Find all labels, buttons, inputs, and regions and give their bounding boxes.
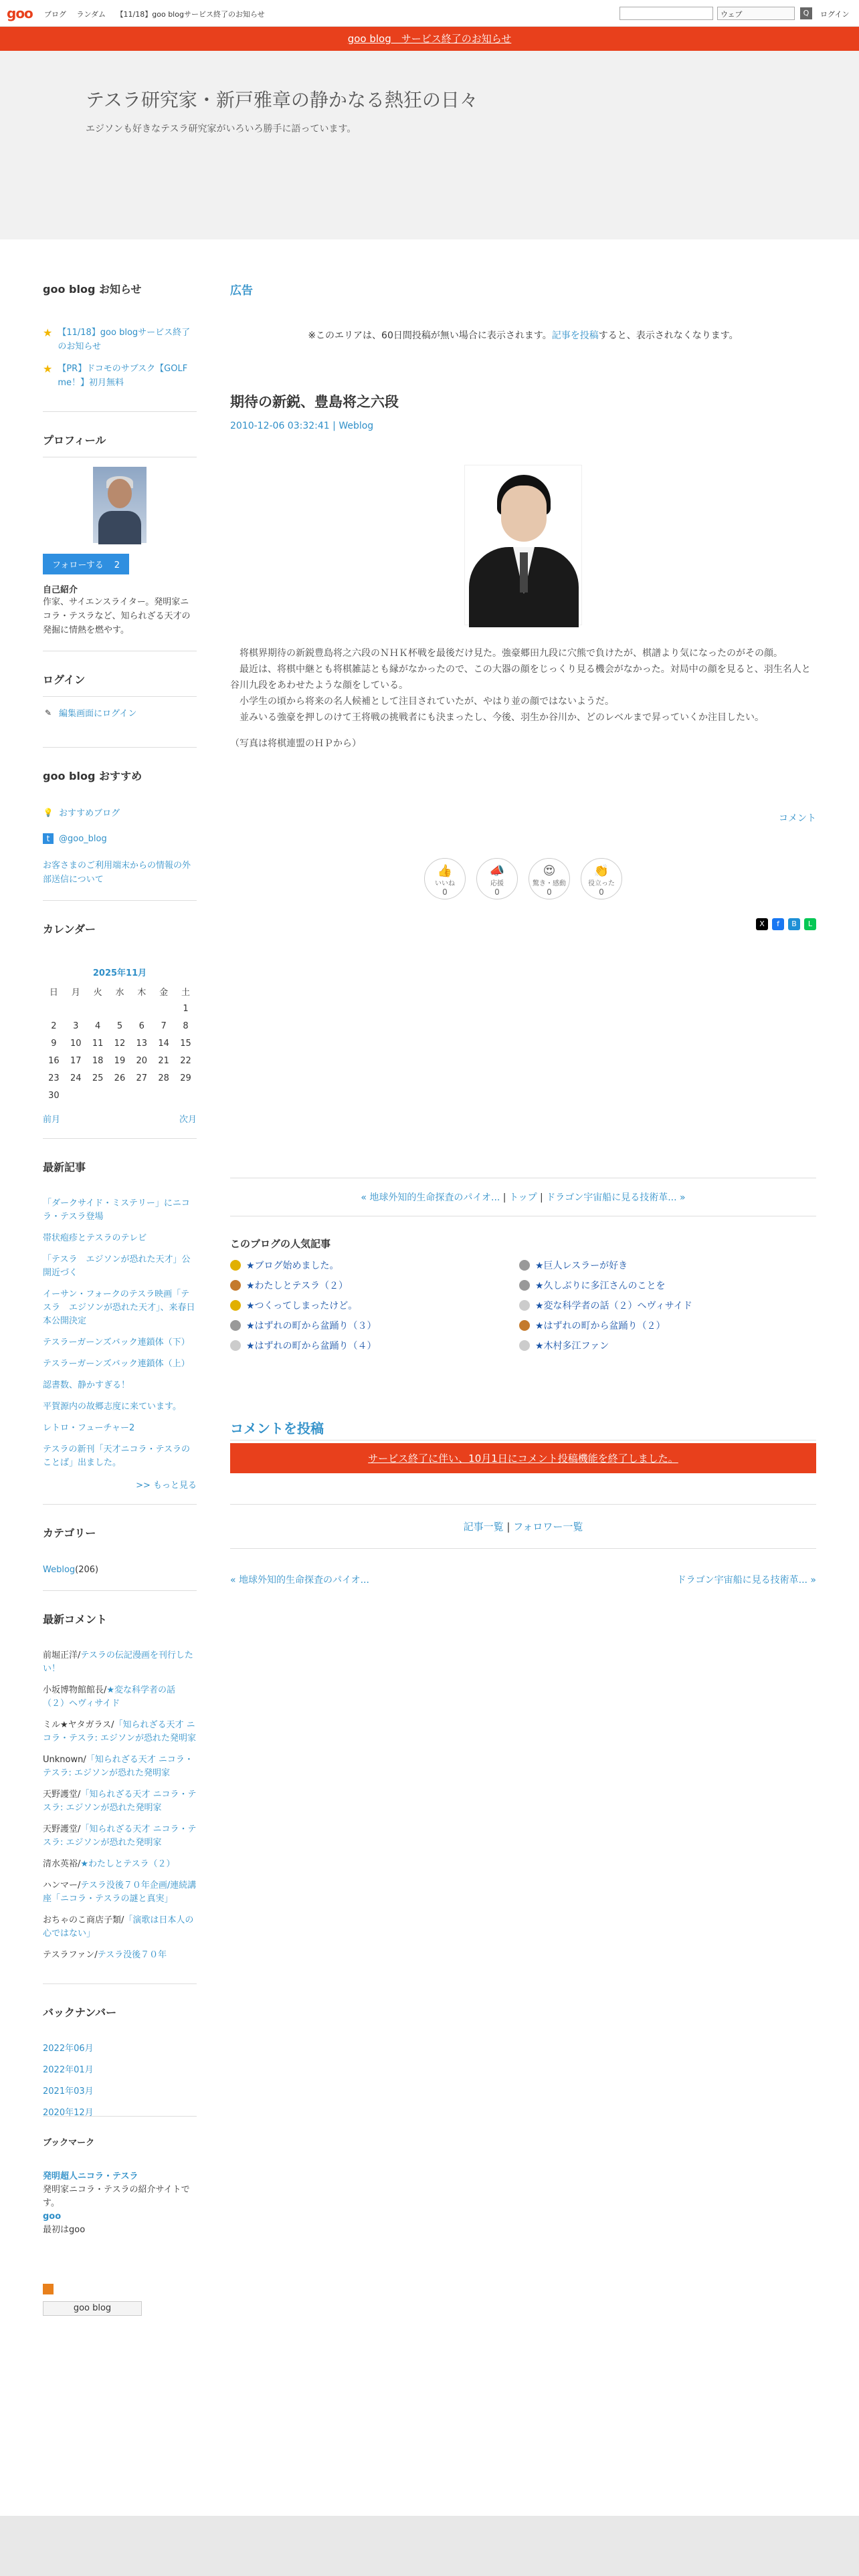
popular-item[interactable] (519, 1319, 808, 1332)
goo-blog-badge[interactable]: goo blog (43, 2301, 142, 2316)
recent-post-link[interactable]: レトロ・フューチャー2 (43, 1423, 135, 1433)
reaction-emoji-icon: 👏 (593, 864, 609, 878)
popular-item[interactable] (519, 1259, 808, 1272)
reaction-button[interactable] (581, 858, 622, 899)
follower-list-link[interactable]: フォロワー一覧 (513, 1521, 583, 1533)
more-link[interactable]: >> もっと見る (136, 1481, 197, 1491)
recommend-heading: goo blog おすすめ (43, 770, 142, 782)
backnumber-heading: バックナンバー (43, 2006, 117, 2019)
star-icon: ★ (43, 362, 53, 375)
calendar-day: 16 (48, 1055, 60, 1066)
calendar-day (109, 1000, 131, 1017)
rank-badge-icon (230, 1320, 241, 1331)
recent-post-link[interactable]: 帯状疱疹とテスラのテレビ (43, 1233, 147, 1243)
post-category-link[interactable]: Weblog (339, 421, 374, 431)
recent-post-item (43, 1336, 197, 1350)
backnumber-link[interactable]: 2022年06月 (43, 2044, 94, 2054)
bookmark-heading: ブックマーク (43, 2138, 95, 2148)
reaction-button[interactable] (529, 858, 570, 899)
info-row (43, 859, 197, 887)
reaction-label: 驚き・感動 (533, 880, 566, 887)
main-content (230, 281, 816, 1586)
comment-target-link[interactable]: ★わたしとテスラ（２） (80, 1859, 175, 1869)
calendar-day: 5 (116, 1021, 123, 1031)
comment-author: 清水英裕 (43, 1859, 78, 1869)
intro-heading: 自己紹介 (43, 585, 78, 595)
calendar-day: 13 (136, 1038, 148, 1049)
comment-author: 天野護堂 (43, 1824, 78, 1834)
rss-icon[interactable] (43, 2284, 54, 2294)
comment-item: 天野護堂/「知られざる天才 ニコラ・テスラ: エジソンが恐れた発明家 (43, 1790, 197, 1813)
calendar-day (109, 1087, 131, 1104)
comment-author: ハンマー (43, 1881, 78, 1891)
calendar-day: 20 (136, 1055, 148, 1066)
recent-post-link[interactable]: テスラーガーンズバック連鎖体（下） (43, 1337, 190, 1348)
recommend-section (43, 768, 197, 901)
twitter-icon: t (43, 833, 54, 844)
twitter-link[interactable]: @goo_blog (59, 833, 107, 844)
list-links: 記事一覧 | フォロワー一覧 (230, 1504, 816, 1549)
bookmark2-row (43, 2210, 197, 2224)
backnumber-item (43, 2107, 197, 2120)
goo-logo[interactable]: goo (7, 5, 33, 21)
next-article-link[interactable]: ドラゴン宇宙船に見る技術革... » (546, 1192, 686, 1203)
calendar-day: 19 (114, 1055, 126, 1066)
top-bar (0, 0, 859, 27)
comment-item: 天野護堂/「知られざる天才 ニコラ・テスラ: エジソンが恐れた発明家 (43, 1824, 197, 1848)
comment-author: 小坂博物館館長 (43, 1685, 104, 1695)
calendar-day: 18 (92, 1055, 104, 1066)
recent-post-item (43, 1288, 197, 1328)
line-share-icon[interactable]: L (804, 918, 816, 930)
comment-post-section (230, 1418, 816, 1473)
page-footer (0, 2516, 859, 2576)
recent-post-link[interactable]: イーサン・フォークのテスラ映画「テスラ エジソンが恐れた天才」、来春日本公開決定 (43, 1289, 195, 1326)
facebook-share-icon[interactable]: f (772, 918, 784, 930)
reaction-emoji-icon: 👍 (437, 864, 453, 878)
weekday-header: 木 (137, 987, 147, 998)
recent-list (43, 1197, 197, 1470)
recent-post-link[interactable]: 平賀源内の故郷志度に来ています。 (43, 1402, 181, 1412)
comments-section (43, 1611, 197, 1984)
calendar-day (130, 1000, 153, 1017)
recent-post-item (43, 1443, 197, 1470)
follow-label: フォローする (52, 560, 104, 570)
comment-item: Unknown/「知られざる天才 ニコラ・テスラ: エジソンが恐れた発明家 (43, 1755, 193, 1778)
recent-post-link[interactable]: 認書数、静かすぎる！ (43, 1380, 130, 1390)
bookmark-row (43, 2170, 197, 2183)
login-section (43, 671, 197, 748)
comment-target-link[interactable]: 「知られざる天才 ニコラ・テスラ: エジソンが恐れた発明家 (43, 1790, 197, 1813)
blog-title[interactable]: テスラ研究家・新戸雅章の静かなる熱狂の日々 (86, 89, 478, 111)
ad-note-text: ※このエリアは、60日間投稿が無い場合に表示されます。 (308, 330, 552, 341)
calendar-day: 8 (183, 1021, 189, 1031)
popular-item[interactable] (230, 1279, 519, 1292)
calendar-day: 9 (51, 1038, 57, 1049)
comment-item: テスラファン/テスラ没後７０年 (43, 1950, 167, 1960)
notice-item (43, 326, 197, 354)
category-section (43, 1525, 197, 1591)
follow-count: 2 (114, 560, 120, 570)
reaction-label: 役立った (588, 880, 615, 887)
photo-note: （写真は将棋連盟のＨＰから） (230, 738, 361, 749)
rank-badge-icon (230, 1300, 241, 1311)
backnumber-item (43, 2042, 197, 2056)
calendar-day: 6 (138, 1021, 145, 1031)
rank-badge-icon (519, 1260, 530, 1271)
comment-target-link[interactable]: 「知られざる天才 ニコラ・テスラ: エジソンが恐れた発明家 (43, 1824, 197, 1848)
ad-note-tail: すると、表示されなくなります。 (598, 330, 739, 341)
comment-row (230, 811, 816, 825)
edit-login-link[interactable]: 編集画面にログイン (59, 709, 137, 719)
popular-section (230, 1237, 816, 1352)
reaction-button[interactable] (424, 858, 466, 899)
rank-badge-icon (519, 1320, 530, 1331)
recent-post-link[interactable]: 「ダークサイド・ミステリー」にニコラ・テスラ登場 (43, 1198, 190, 1222)
popular-item[interactable] (519, 1279, 808, 1292)
post-title[interactable]: 期待の新鋭、豊島将之六段 (230, 394, 399, 410)
recent-post-link[interactable]: 「テスラ エジソンが恐れた天才」公開近づく (43, 1255, 191, 1278)
post-paragraph: 小学生の頃から将来の名人候補として注目されていたが、やはり並の顔ではないようだ。 (230, 696, 614, 707)
post-paragraph: 将棋界期待の新鋭豊島将之六段のＮＨＫ杯戦を最後だけ見た。強豪郷田九段に穴熊で負けたが、棋譜より気になったのがその顔。 (230, 648, 783, 659)
prev-post-link[interactable]: « 地球外知的生命探査のパイオ... (230, 1575, 369, 1586)
popular-title: ★巨人レスラーが好き (535, 1261, 628, 1271)
weekday-header: 火 (93, 987, 102, 998)
rank-badge-icon (230, 1340, 241, 1351)
pencil-icon: ✎ (44, 708, 52, 718)
backnumber-link[interactable]: 2020年12月 (43, 2108, 94, 2118)
popular-heading: このブログの人気記事 (230, 1238, 331, 1250)
comment-target-link[interactable]: テスラの伝記漫画を刊行したい！ (43, 1650, 193, 1674)
follow-button[interactable] (43, 554, 129, 574)
calendar-day: 10 (70, 1038, 82, 1049)
popular-title: ★久しぶりに多江さんのことを (535, 1281, 666, 1291)
comment-item: 小坂博物館館長/★変な科学者の話（２）ヘヴィサイド (43, 1685, 176, 1709)
comment-closed-notice[interactable]: サービス終了に伴い、10月1日にコメント投稿機能を終了しました。 (230, 1443, 816, 1473)
calendar-day: 27 (136, 1073, 148, 1083)
comment-list (43, 1649, 197, 1962)
recent-post-item (43, 1253, 197, 1280)
comment-item: ハンマー/テスラ没後７０年企画/連続講座「ニコラ・テスラの謎と真実」 (43, 1881, 197, 1904)
comment-author: おちゃのこ商店子類 (43, 1915, 122, 1925)
recent-section (43, 1159, 197, 1505)
twitter-row (43, 833, 197, 844)
popular-title: ★ブログ始めました。 (246, 1261, 339, 1271)
recent-post-item (43, 1400, 197, 1414)
top-link-notice[interactable]: 【11/18】goo blogサービス終了のお知らせ (116, 10, 265, 19)
popular-item[interactable] (230, 1259, 519, 1272)
backnumber-item (43, 2064, 197, 2077)
share-buttons (230, 918, 816, 930)
recent-post-item (43, 1358, 197, 1371)
reaction-emoji-icon: 😍 (543, 864, 556, 878)
rank-badge-icon (519, 1340, 530, 1351)
comments-heading: 最新コメント (43, 1613, 108, 1626)
popular-title: ★わたしとテスラ（２） (246, 1281, 348, 1291)
calendar-day: 3 (73, 1021, 79, 1031)
bookmark-link[interactable]: 発明超人ニコラ・テスラ (43, 2171, 138, 2181)
calendar-month: 2025年11月 (92, 968, 147, 978)
ad-note (230, 328, 816, 342)
comment-target-link[interactable]: テスラ没後７０年企画/連続講座「ニコラ・テスラの謎と真実」 (43, 1881, 197, 1904)
post-date: 2010-12-06 03:32:41 (230, 421, 330, 431)
login-heading: ログイン (43, 671, 197, 697)
backnumber-list[interactable] (43, 2042, 197, 2118)
bookmark2-desc: 最初はgoo (43, 2225, 86, 2235)
calendar-day (87, 1000, 109, 1017)
reaction-buttons (230, 858, 816, 899)
comment-target-link[interactable]: テスラ没後７０年 (97, 1950, 167, 1960)
calendar-day (130, 1087, 153, 1104)
popular-title: ★変な科学者の話（２）ヘヴィサイド (535, 1301, 692, 1311)
popular-title: ★はずれの町から盆踊り（２） (535, 1321, 666, 1331)
comment-author: 天野護堂 (43, 1790, 78, 1800)
service-end-notice-link[interactable]: goo blog サービス終了のお知らせ (347, 33, 512, 45)
top-link-random[interactable]: ランダム (76, 10, 106, 19)
comment-item: 清水英裕/★わたしとテスラ（２） (43, 1859, 175, 1869)
comment-target-link[interactable]: 「演歌は日本人の心ではない」 (43, 1915, 194, 1939)
profile-section (43, 432, 197, 651)
rank-badge-icon (230, 1280, 241, 1291)
blog-header (0, 51, 859, 239)
reaction-count: 0 (599, 887, 604, 897)
reaction-emoji-icon: 📣 (489, 864, 505, 878)
bookmark2-link[interactable]: goo (43, 2212, 62, 2222)
search-scope-select[interactable]: ウェブ (717, 7, 795, 20)
profile-heading: プロフィール (43, 432, 197, 457)
comment-post-heading: コメントを投稿 (230, 1418, 816, 1440)
weekday-header: 日 (49, 987, 58, 998)
calendar-day: 25 (92, 1073, 104, 1083)
calendar-table (43, 982, 197, 1104)
category-row (43, 1563, 197, 1577)
calendar-day: 22 (180, 1055, 191, 1066)
recent-post-item (43, 1232, 197, 1245)
popular-item[interactable] (519, 1299, 808, 1312)
calendar-day: 17 (70, 1055, 82, 1066)
star-icon: ★ (43, 326, 53, 339)
calendar-day: 15 (180, 1038, 191, 1049)
x-share-icon[interactable]: X (756, 918, 768, 930)
notice-heading: goo blog お知らせ (43, 283, 142, 296)
next-month-link[interactable]: 次月 (179, 1115, 197, 1125)
popular-title: ★つくってしまったけど。 (246, 1301, 358, 1311)
recent-post-item (43, 1197, 197, 1224)
comment-link[interactable]: コメント (779, 813, 816, 824)
profile-avatar[interactable] (93, 467, 147, 543)
backnumber-section (43, 2004, 197, 2117)
ad-heading: 広告 (230, 284, 253, 298)
more-row (43, 1478, 197, 1491)
reaction-count: 0 (547, 887, 552, 897)
calendar-nav (43, 1112, 197, 1125)
post-paragraph: 並みいる強豪を押しのけて王将戦の挑戦者にも決まったし、今後、羽生か谷川か、どのレベルまで昇っていくか注目したい。 (230, 712, 764, 723)
comment-target-link[interactable]: 「知られざる天才 ニコラ・テスラ: エジソンが恐れた発明家 (43, 1720, 196, 1743)
calendar-day: 4 (94, 1021, 101, 1031)
reaction-button[interactable] (476, 858, 518, 899)
calendar-day: 2 (51, 1021, 57, 1031)
recommend-row (43, 806, 197, 819)
calendar-heading: カレンダー (43, 923, 96, 936)
info-link[interactable]: お客さまのご利用端末からの情報の外部送信について (43, 861, 191, 885)
top-link-blog[interactable]: ブログ (44, 10, 66, 19)
lightbulb-icon: 💡 (43, 807, 54, 817)
calendar-day: 30 (48, 1090, 60, 1101)
calendar-day (175, 1087, 197, 1104)
post-navigation: « 地球外知的生命探査のパイオ... | トップ | ドラゴン宇宙船に見る技術革... » (230, 1178, 816, 1216)
category-link[interactable]: Weblog (43, 1565, 76, 1575)
search-input[interactable] (619, 7, 713, 20)
comment-item: ミル★ヤタガラス/「知られざる天才 ニコラ・テスラ: エジソンが恐れた発明家 (43, 1720, 196, 1743)
calendar-day: 12 (114, 1038, 126, 1049)
comment-author: 前堀正洋 (43, 1650, 78, 1660)
sidebar (43, 281, 197, 2336)
comment-author: テスラファン (43, 1950, 95, 1960)
reaction-count: 0 (494, 887, 500, 897)
notice-link[interactable]: 【PR】ドコモのサブスク【GOLF me！】初月無料 (58, 364, 188, 388)
recommend-blog-link[interactable]: おすすめブログ (59, 809, 120, 819)
intro-text: 作家、サイエンスライター。発明家ニコラ・テスラなど、知られざる天才の発掘に情熱を燃やす。 (43, 597, 191, 635)
comment-target-link[interactable]: 「知られざる天才 ニコラ・テスラ: エジソンが恐れた発明家 (43, 1755, 193, 1778)
weekday-header: 水 (115, 987, 124, 998)
category-count: (206) (75, 1565, 99, 1575)
comment-author: Unknown (43, 1755, 84, 1765)
weekday-header: 金 (159, 987, 169, 998)
prev-next-nav (230, 1573, 816, 1586)
calendar-day: 23 (48, 1073, 60, 1083)
next-post-link[interactable]: ドラゴン宇宙船に見る技術革... » (676, 1575, 816, 1586)
login-row (43, 706, 197, 719)
notice-section (43, 281, 197, 412)
notice-item (43, 362, 197, 390)
backnumber-link[interactable]: 2022年01月 (43, 2065, 94, 2075)
rank-badge-icon (230, 1260, 241, 1271)
bookmark-section (43, 2137, 197, 2316)
popular-item[interactable] (230, 1299, 519, 1312)
post-body (230, 645, 816, 726)
calendar-day (43, 1000, 65, 1017)
blog-description: エジソンも好きなテスラ研究家がいろいろ勝手に語っています。 (86, 124, 357, 134)
recent-post-link[interactable]: テスラの新刊「天才ニコラ・テスラのことば」出ました。 (43, 1444, 190, 1468)
popular-title: ★木村多江ファン (535, 1341, 609, 1352)
rank-badge-icon (519, 1300, 530, 1311)
recent-post-item (43, 1379, 197, 1392)
calendar-day: 14 (158, 1038, 169, 1049)
popular-grid (230, 1259, 816, 1352)
prev-month-link[interactable]: 前月 (43, 1115, 61, 1125)
backnumber-item (43, 2085, 197, 2099)
calendar-day: 11 (92, 1038, 104, 1049)
backnumber-link[interactable]: 2021年03月 (43, 2086, 94, 2097)
calendar-day: 26 (114, 1073, 126, 1083)
post-article-link[interactable]: 記事を投稿 (551, 330, 599, 341)
calendar-section (43, 921, 197, 1139)
popular-item[interactable] (230, 1339, 519, 1352)
service-end-notice-bar (0, 27, 859, 51)
popular-item[interactable] (230, 1319, 519, 1332)
popular-title: ★はずれの町から盆踊り（３） (246, 1321, 377, 1331)
calendar-day: 28 (158, 1073, 169, 1083)
login-link[interactable]: ログイン (820, 10, 850, 19)
recent-post-item (43, 1422, 197, 1435)
reaction-count: 0 (442, 887, 448, 897)
popular-item[interactable] (519, 1339, 808, 1352)
category-heading: カテゴリー (43, 1527, 96, 1539)
bookmark-desc: 発明家ニコラ・テスラの紹介サイトです。 (43, 2185, 190, 2208)
calendar-day (65, 1087, 87, 1104)
calendar-day (65, 1000, 87, 1017)
article-list-link[interactable]: 記事一覧 (463, 1521, 504, 1533)
calendar-day: 29 (180, 1073, 191, 1083)
top-link[interactable]: トップ (508, 1192, 537, 1203)
comment-item: おちゃのこ商店子類/「演歌は日本人の心ではない」 (43, 1915, 194, 1939)
calendar-day (87, 1087, 109, 1104)
rank-badge-icon (519, 1280, 530, 1291)
weekday-header: 土 (181, 987, 191, 998)
weekday-header: 月 (71, 987, 80, 998)
prev-article-link[interactable]: « 地球外知的生命探査のパイオ... (361, 1192, 500, 1203)
search-button[interactable]: Q (800, 7, 812, 19)
calendar-day: 7 (161, 1021, 167, 1031)
calendar-day: 21 (158, 1055, 169, 1066)
post-photo (464, 465, 582, 625)
recent-heading: 最新記事 (43, 1161, 86, 1174)
reaction-label: 応援 (490, 880, 504, 887)
comment-author: ミル★ヤタガラス (43, 1720, 112, 1730)
hatena-share-icon[interactable]: B (788, 918, 800, 930)
post-meta: 2010-12-06 03:32:41 | Weblog (230, 421, 374, 431)
notice-link[interactable]: 【11/18】goo blogサービス終了のお知らせ (58, 328, 191, 352)
calendar-day: 24 (70, 1073, 82, 1083)
comment-target-link[interactable]: ★変な科学者の話（２）ヘヴィサイド (43, 1685, 176, 1709)
popular-title: ★はずれの町から盆踊り（４） (246, 1341, 377, 1352)
reaction-label: いいね (435, 880, 455, 887)
calendar-day (153, 1000, 175, 1017)
calendar-day (153, 1087, 175, 1104)
comment-item: 前堀正洋/テスラの伝記漫画を刊行したい！ (43, 1650, 193, 1674)
recent-post-link[interactable]: テスラーガーンズバック連鎖体（上） (43, 1359, 190, 1369)
post-paragraph: 最近は、将棋中継とも将棋雑誌とも縁がなかったので、この大器の顔をじっくり見る機会がなかった。対局中の顔を見ると、羽生名人と谷川九段をあわせたような顔をしている。 (230, 664, 811, 691)
top-links (44, 9, 273, 19)
calendar-day: 1 (183, 1003, 189, 1014)
